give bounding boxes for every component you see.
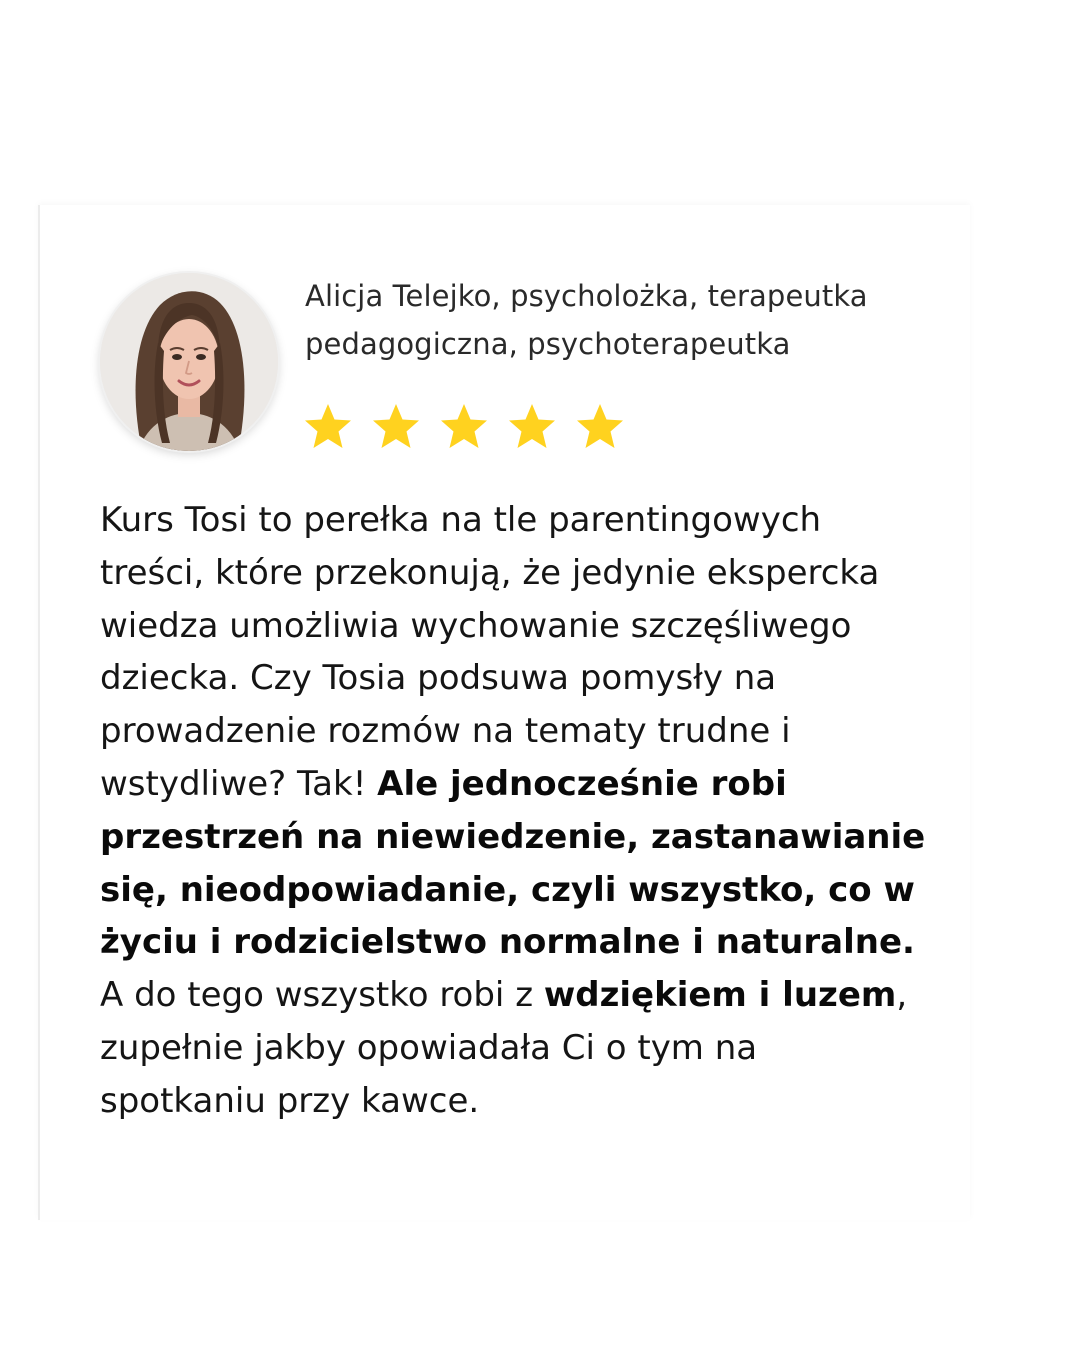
- review-line: [100, 758, 970, 811]
- review-text-normal: wstydliwe? Tak!: [100, 763, 378, 804]
- review-text: [100, 494, 970, 1128]
- star-icon: [507, 402, 557, 452]
- review-text-highlight: życiu i rodzicielstwo normalne i naturalne.: [100, 922, 915, 963]
- review-line: wiedza umożliwia wychowanie szczęśliwego: [100, 605, 852, 646]
- review-line: treści, które przekonują, że jedynie ekspercka: [100, 552, 880, 593]
- author-name-title-line1: Alicja Telejko, psycholożka, terapeutka: [305, 279, 868, 313]
- review-line: [100, 916, 970, 969]
- author-name-title-line2: pedagogiczna, psychoterapeutka: [305, 327, 791, 361]
- star-rating: [303, 402, 625, 452]
- review-line: [100, 864, 970, 917]
- review-line: [100, 969, 970, 1022]
- review-line: [100, 811, 970, 864]
- star-icon: [439, 402, 489, 452]
- review-line: Kurs Tosi to perełka na tle parentingowych: [100, 500, 822, 540]
- star-icon: [575, 402, 625, 452]
- review-line: zupełnie jakby opowiadała Ci o tym na: [100, 1027, 758, 1068]
- review-text-normal: ,: [896, 975, 908, 1016]
- avatar-portrait-icon: [100, 273, 278, 451]
- review-text-highlight: się, nieodpowiadanie, czyli wszystko, co w: [100, 869, 915, 910]
- review-line: spotkaniu przy kawce.: [100, 1080, 480, 1121]
- review-text-highlight: przestrzeń na niewiedzenie, zastanawianie: [100, 816, 926, 857]
- avatar: [100, 273, 278, 451]
- star-icon: [303, 402, 353, 452]
- review-text-normal: A do tego wszystko robi z: [100, 975, 544, 1016]
- review-text-highlight: wdziękiem i luzem: [543, 975, 897, 1016]
- review-text-highlight: Ale jednocześnie robi: [377, 763, 787, 804]
- star-icon: [371, 402, 421, 452]
- review-line: dziecka. Czy Tosia podsuwa pomysły na: [100, 658, 777, 699]
- author-info: [305, 272, 945, 368]
- review-line: prowadzenie rozmów na tematy trudne i: [100, 711, 791, 752]
